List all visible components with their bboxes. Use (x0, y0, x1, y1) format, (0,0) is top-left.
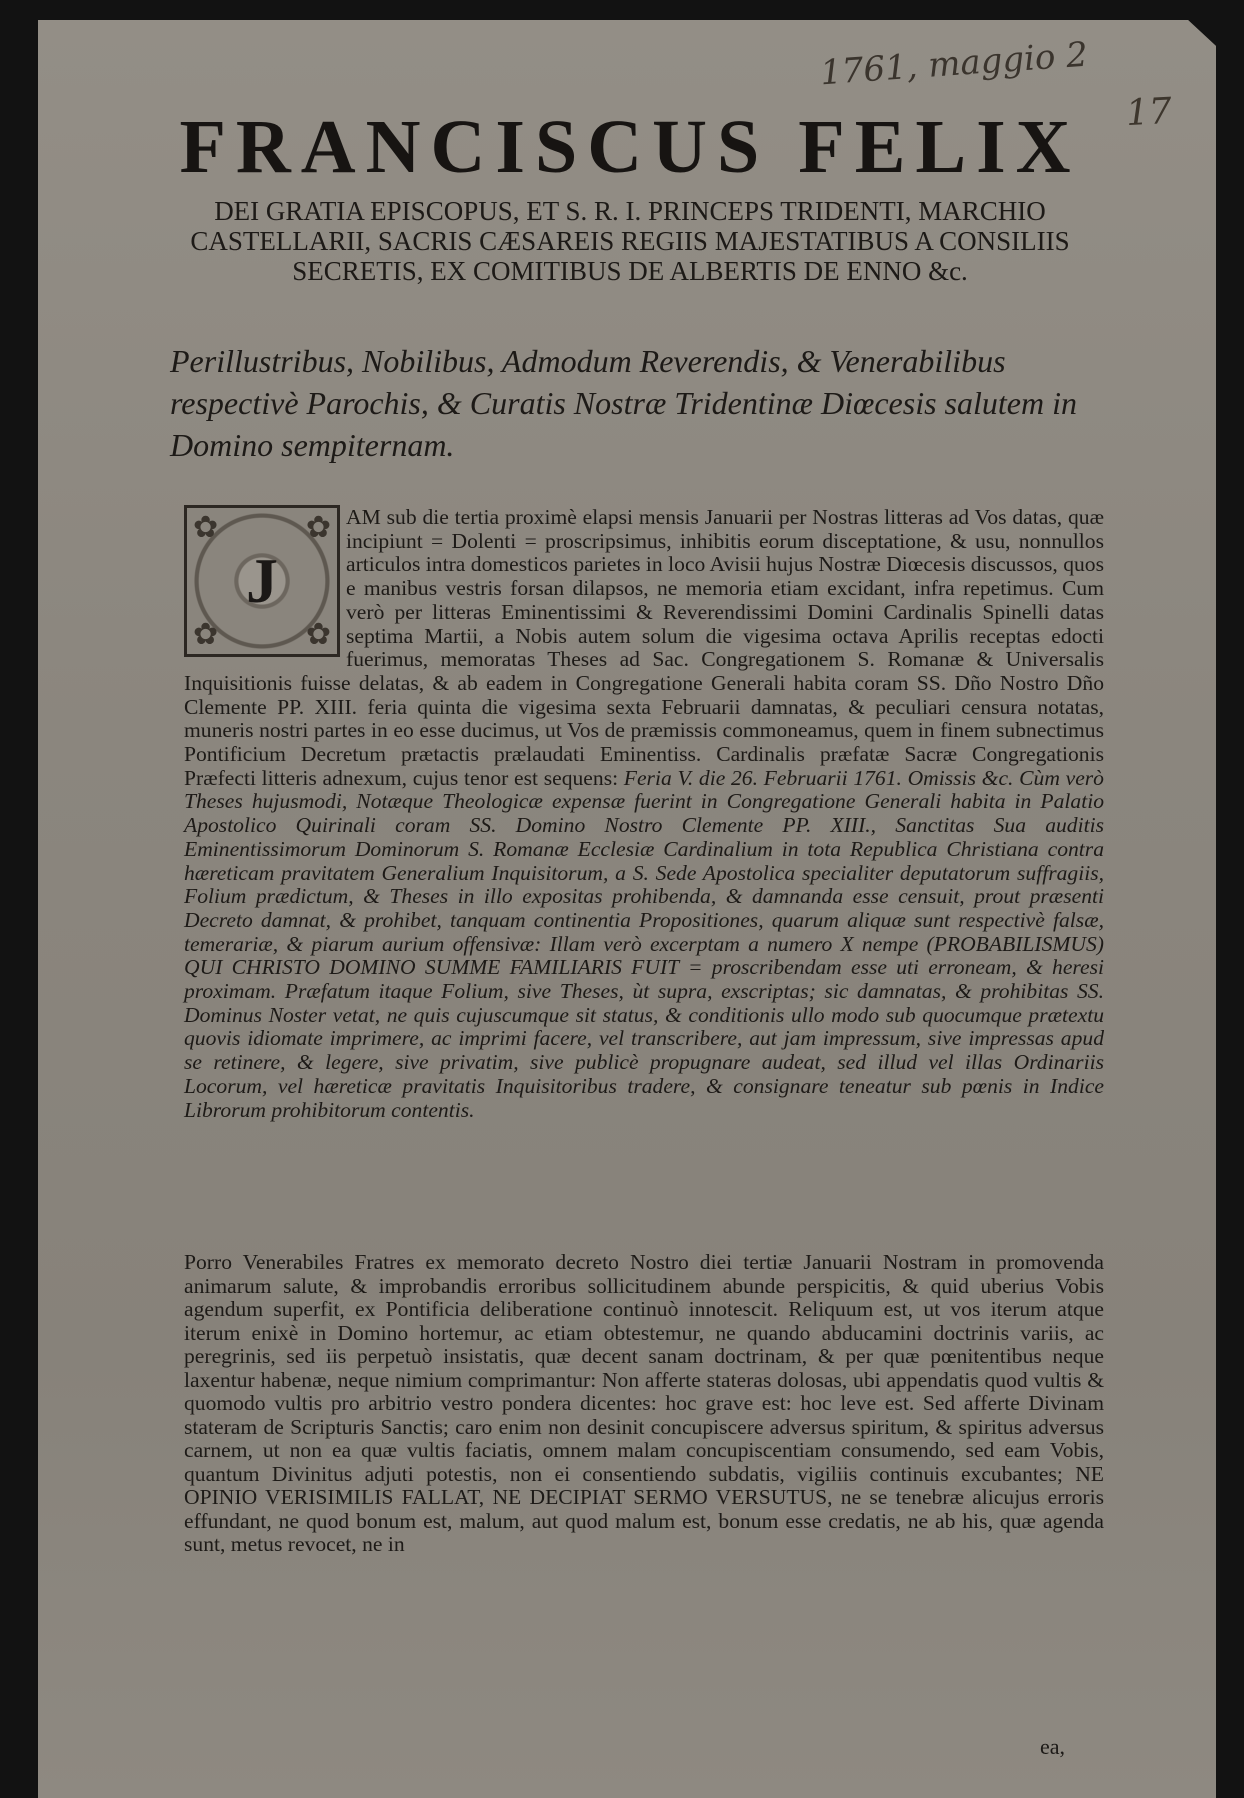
flower-ornament-icon: ✿ (193, 511, 219, 544)
initial-letter: J (246, 545, 278, 616)
flower-ornament-icon: ✿ (305, 511, 331, 544)
document-subtitle: DEI GRATIA EPISCOPUS, ET S. R. I. PRINCEPS TRIDENTI, MARCHIO CASTELLARII, SACRIS CÆSAREIS REGIIS MAJESTATIBUS A CONSILIIS SECRETIS, EX COMITIBUS DE ALBERTIS DE ENNO &c. (190, 196, 1070, 286)
papal-decree-text: Feria V. die 26. Februarii 1761. Omissis &c. Cùm verò Theses hujusmodi, Notæque Theologicæ expensæ fuerint in Congregatione Generali habita in Palatio Apostolico Quirinali coram SS. Domino Nostro Clemente PP. XIII., Sanctitas Sua auditis Eminentissimorum Dominorum S. Romanæ Ecclesiæ Cardinalium in tota Republica Christiana contra hæreticam pravitatem Generalium Inquisitorum, a S. Sede Apostolica specialiter deputatorum suffragiis, Folium prædictum, & Theses in illo expositas prohibenda, & damnanda esse censuit, prout præsenti Decreto damnat, & prohibet, tanquam continentia Propositiones, quarum aliquæ sunt respectivè falsæ, temerariæ, & piarum aurium offensivæ: Illam verò excerptam a numero X nempe (PROBABILISMUS) QUI CHRISTO DOMINO SUMME FAMILIARIS FUIT = proscribendam esse uti erroneam, & heresi proximam. Præfatum itaque Folium, sive Theses, ùt supra, exscriptas; sic damnatas, & prohibitas SS. Dominus Noster vetat, ne quis cujuscumque sit status, & conditionis ullo modo sub quocumque prætextu quovis idiomate imprimere, ac imprimi facere, vel transcribere, aut jam impressum, sive impressas apud se retinere, & legere, sive privatim, sive publicè propugnare audeat, sed illud vel illas Ordinariis Locorum, vel hæreticæ pravitatis Inquisitoribus tradere, & consignare teneatur sub pœnis in Indice Librorum prohibitorum contentis. (184, 765, 1104, 1122)
flower-ornament-icon: ✿ (305, 618, 331, 651)
document-title: FRANCISCUS FELIX (179, 105, 1081, 189)
body-paragraph-2: Porro Venerabiles Fratres ex memorato decreto Nostro diei tertiæ Januarii Nostram in promovenda animarum salute, & improbandis erroribus sollicitudinem abunde perspicitis, & quid uberius Vobis agendum superfit, ex Pontificia deliberatione continuò innotescit. Reliquum est, ut vos iterum atque iterum enixè in Domino hortemur, ac etiam obtestemur, ne quando abducamini doctrinis variis, ac peregrinis, sed iis perpetuò insistatis, quæ decent sanam doctrinam, & per quæ pœnitentibus neque laxentur habenæ, neque nimium comprimantur: Non afferte stateras dolosas, ubi appendatis quod vultis & quomodo vultis pro arbitrio vestro pondera dicentes: hoc grave est: hoc leve est. Sed afferte Divinam stateram de Scripturis Sanctis; caro enim non desinit concupiscere adversus spiritum, & spiritus adversus carnem, ut non ea quæ vultis faciatis, omnem malam concupiscentiam consumendo, sed eam Vobis, quantum Divinitus adjuti potestis, non ei consentiendo subdatis, vigiliis continuis excubantes; NE OPINIO VERISIMILIS FALLAT, NE DECIPIAT SERMO VERSUTUS, ne se tenebræ alicujus erroris effundant, ne quod bonum est, malum, aut quod malum est, bonum esse credatis, ne ab his, quæ agenda sunt, metus revocet, ne in (184, 1250, 1104, 1556)
body-paragraph-1 (184, 506, 1104, 1122)
catchword: ea, (1040, 1734, 1066, 1759)
salutation-address: Perillustribus, Nobilibus, Admodum Reverendis, & Venerabilibus respectivè Parochis, & Curatis Nostræ Tridentinæ Diœcesis salutem in Domino sempiternam. (170, 343, 1077, 463)
initial-spacer (184, 506, 346, 656)
paragraph-1-text: AM sub die tertia proximè elapsi mensis Januarii per Nostras litteras ad Vos datas, quæ incipiunt = Dolenti = proscripsimus, inhibitis eorum disceptatione, & usu, nonnullos articulos intra domesticos parietes in loco Avisii hujus Nostræ Diœcesis discussos, quos e manibus vestris forsan dilapsos, ne memoria etiam excidant, infra repetimus. Cum verò per litteras Eminentissimi & Reverendissimi Domini Cardinalis Spinelli datas septima Martii, a Nobis autem solum die vigesima octava Aprilis receptas edocti fuerimus, memoratas Theses ad Sac. Congregationem S. Romanæ & Universalis Inquisitionis fuisse delatas, & ab eadem in Congregatione Generali habita coram SS. Dño Nostro Dño Clemente PP. XIII. feria quinta die vigesima sexta Februarii damnatas, & peculiari censura notatas, muneris nostri partes in eo esse ducimus, ut Vos de præmissis commoneamus, quem in finem subnectimus Pontificium Decretum prætactis prælaudati Eminentiss. Cardinalis præfatæ Sacræ Congregationis Præfecti litteris adnexum, cujus tenor est sequens: (184, 505, 1104, 790)
handwritten-date-note: 1761, maggio 2 (818, 34, 1090, 94)
flower-ornament-icon: ✿ (193, 618, 219, 651)
handwritten-folio-number: 17 (1124, 90, 1173, 135)
